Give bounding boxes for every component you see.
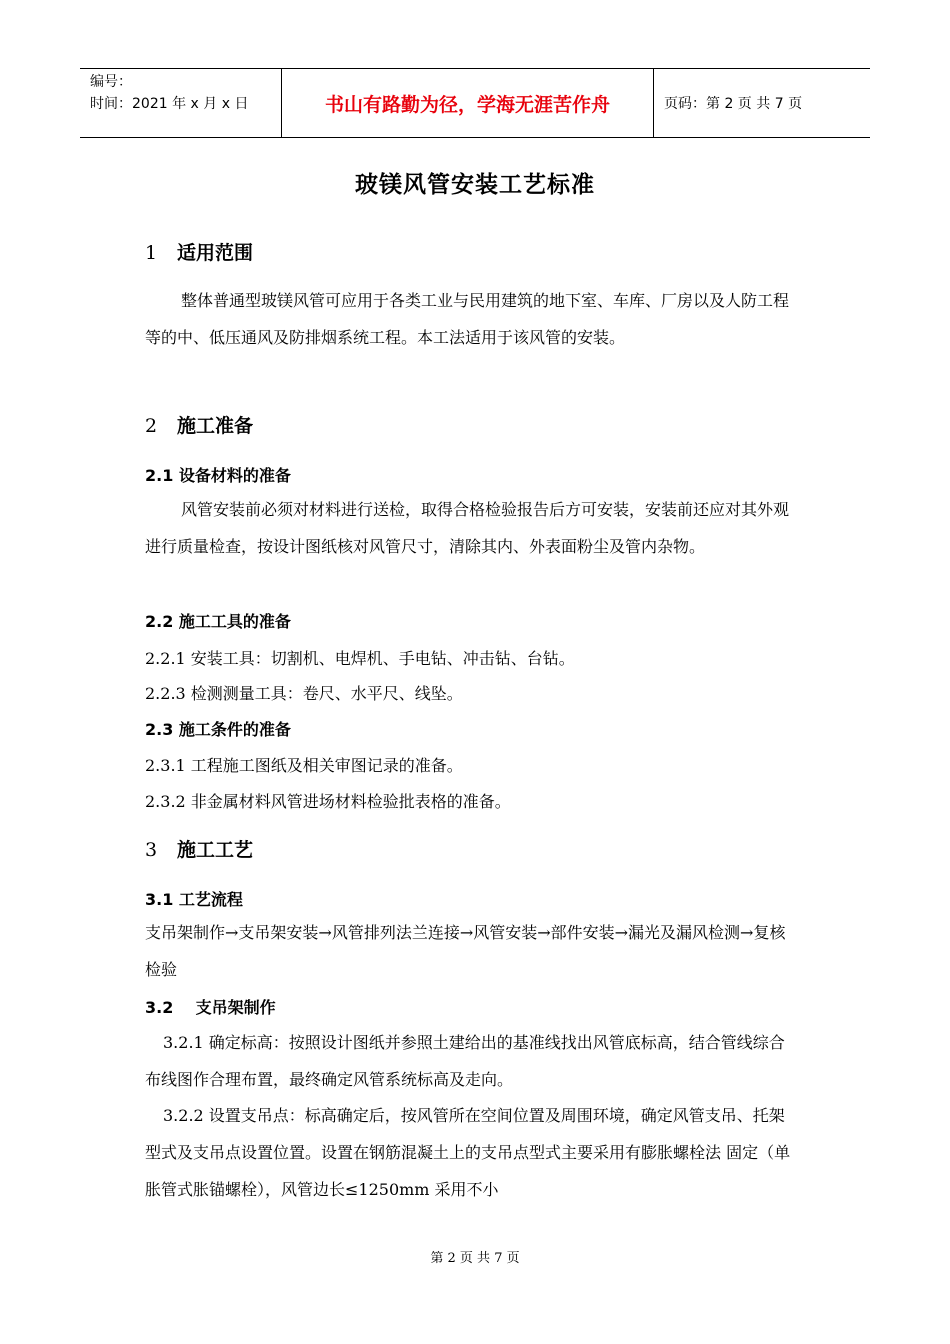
item-2-2-3: 2.2.3 检测测量工具：卷尺、水平尺、线坠。 bbox=[145, 684, 463, 703]
section-3-heading bbox=[145, 835, 253, 862]
time-label: 时间：2021 年 x 月 x 日 bbox=[90, 96, 249, 112]
item-2-2-1: 2.2.1 安装工具：切割机、电焊机、手电钻、冲击钻、台钻。 bbox=[145, 649, 575, 668]
page-info-text: 页码：第 2 页 共 7 页 bbox=[664, 96, 803, 112]
header-meta-cell bbox=[80, 69, 281, 137]
header-table bbox=[80, 68, 870, 138]
item-2-3-2: 2.3.2 非金属材料风管进场材料检验批表格的准备。 bbox=[145, 792, 511, 811]
section-1-heading bbox=[145, 238, 253, 265]
subsection-3-1-paragraph: 支吊架制作→支吊架安装→风管排列法兰连接→风管安装→部件安装→漏光及漏风检测→复核检验 bbox=[145, 923, 786, 979]
motto-text: 书山有路勤为径，学海无涯苦作舟 bbox=[324, 93, 610, 116]
section-2-title: 施工准备 bbox=[177, 415, 254, 437]
section-3-title: 施工工艺 bbox=[177, 839, 254, 861]
document-title: 玻镁风管安装工艺标准 bbox=[355, 172, 595, 198]
motto-cell bbox=[281, 69, 654, 137]
item-3-2-2: 3.2.2 设置支吊点：标高确定后，按风管所在空间位置及周围环境，确定风管支吊、托架型式及支吊点设置位置。设置在钢筋混凝土上的支吊点型式主要采用有膨胀螺栓法 固定（单胀管式胀锚螺栓），风管边长≤1250mm 采用不小 bbox=[145, 1106, 791, 1199]
subsection-3-1-title: 3.1 工艺流程 bbox=[145, 890, 243, 909]
section-2-number: 2 bbox=[145, 415, 158, 437]
page-info-cell bbox=[654, 69, 870, 137]
section-1-number: 1 bbox=[145, 242, 158, 264]
section-1-title: 适用范围 bbox=[177, 242, 254, 264]
subsection-2-3-title: 2.3 施工条件的准备 bbox=[145, 720, 291, 739]
number-label: 编号： bbox=[90, 74, 132, 90]
section-3-number: 3 bbox=[145, 839, 158, 861]
subsection-2-1-title: 2.1 设备材料的准备 bbox=[145, 466, 291, 485]
subsection-2-1-paragraph: 风管安装前必须对材料进行送检，取得合格检验报告后方可安装，安装前还应对其外观进行质量检查，按设计图纸核对风管尺寸，清除其内、外表面粉尘及管内杂物。 bbox=[145, 500, 790, 556]
section-2-heading bbox=[145, 411, 253, 438]
item-3-2-1: 3.2.1 确定标高：按照设计图纸并参照土建给出的基准线找出风管底标高，结合管线综合布线图作合理布置，最终确定风管系统标高及走向。 bbox=[145, 1033, 785, 1089]
subsection-2-2-title: 2.2 施工工具的准备 bbox=[145, 612, 291, 631]
subsection-3-2-title: 3.2 支吊架制作 bbox=[145, 998, 276, 1017]
section-1-paragraph: 整体普通型玻镁风管可应用于各类工业与民用建筑的地下室、车库、厂房以及人防工程等的中、低压通风及防排烟系统工程。本工法适用于该风管的安装。 bbox=[145, 291, 790, 347]
item-2-3-1: 2.3.1 工程施工图纸及相关审图记录的准备。 bbox=[145, 756, 463, 775]
page-footer: 第 2 页 共 7 页 bbox=[430, 1251, 520, 1266]
